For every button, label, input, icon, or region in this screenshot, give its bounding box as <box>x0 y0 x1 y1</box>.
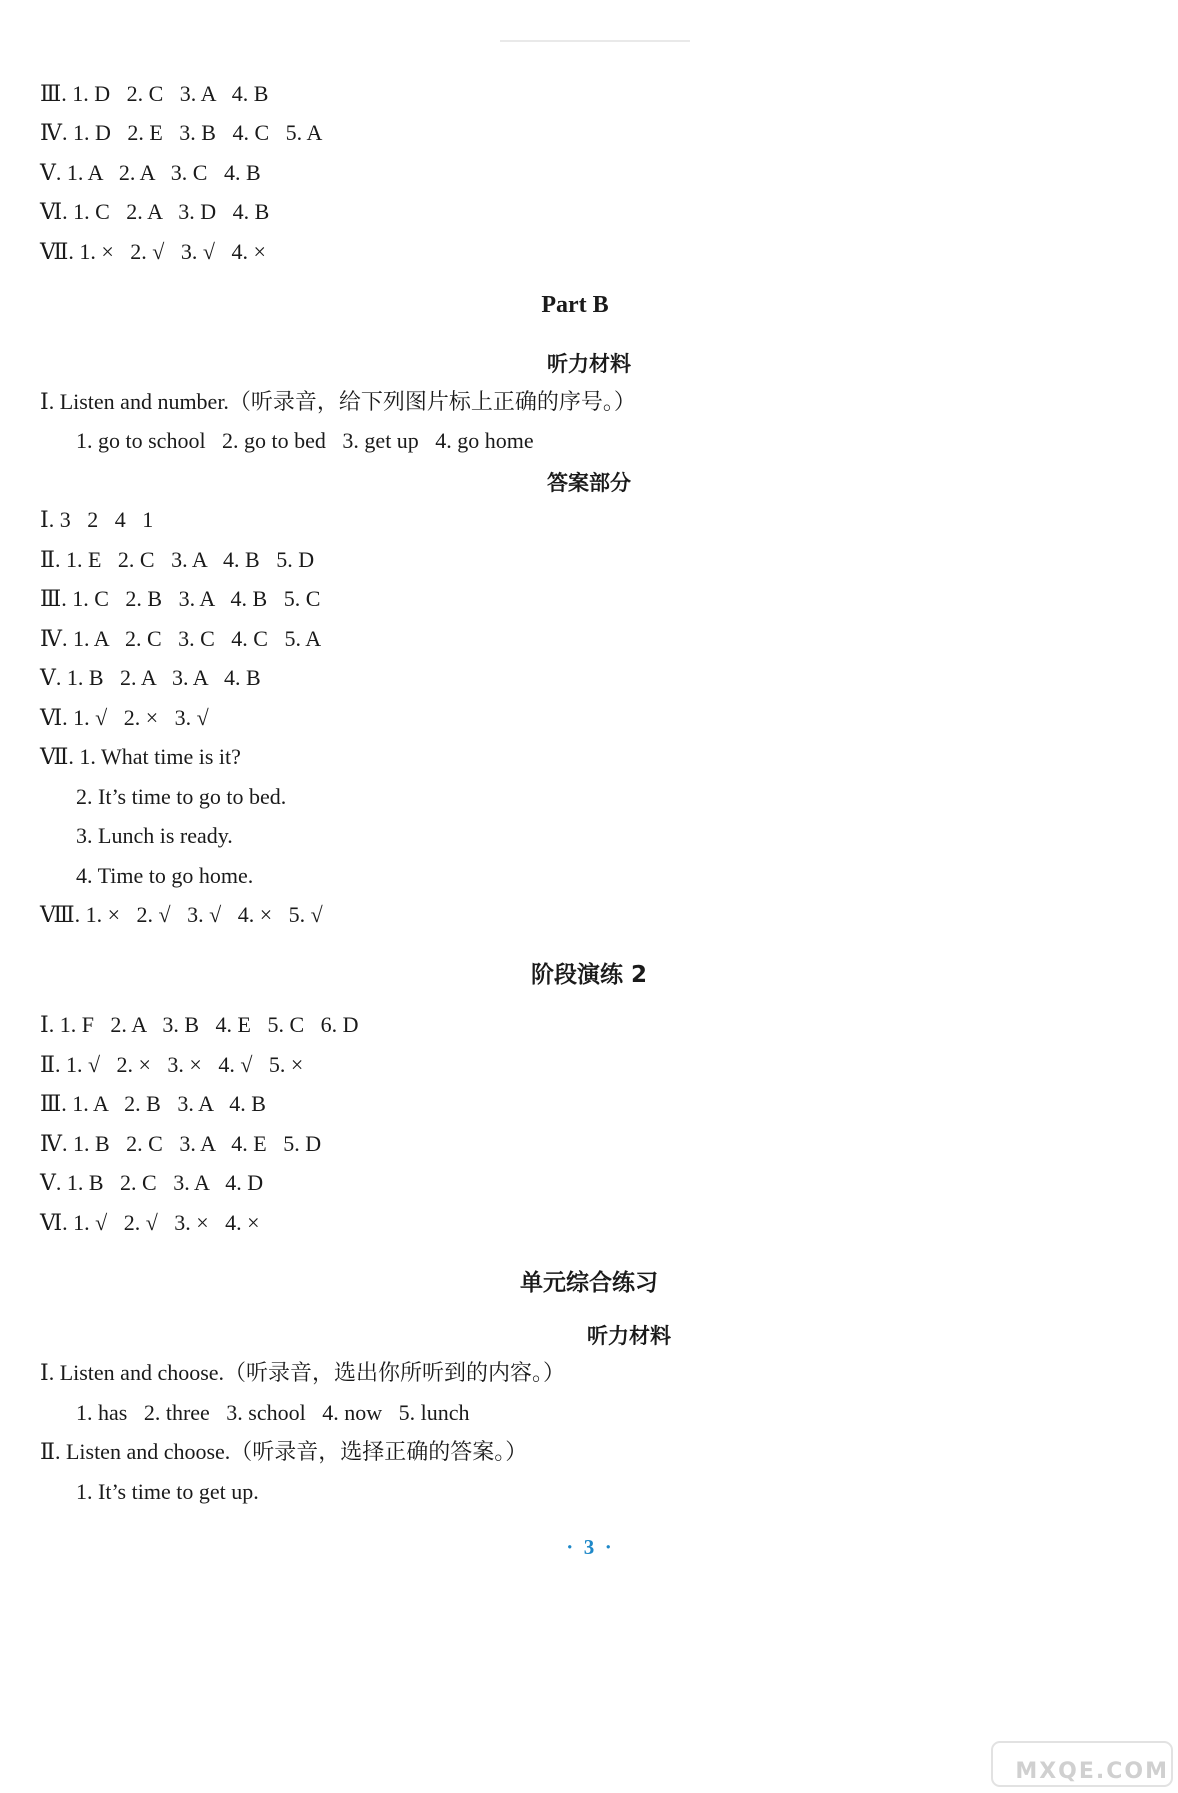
part-b-answer-2: Ⅱ. 1. E 2. C 3. A 4. B 5. D <box>40 547 315 572</box>
stage-answer-1: Ⅰ. 1. F 2. A 3. B 4. E 5. C 6. D <box>40 1012 359 1037</box>
unit-line-4: 1. It’s time to get up. <box>76 1479 259 1504</box>
part-b-answer-4: Ⅳ. 1. A 2. C 3. C 4. C 5. A <box>40 626 322 651</box>
answer-line-7: Ⅶ. 1. × 2. √ 3. √ 4. × <box>40 239 266 264</box>
stage-practice-title: 阶段演练 2 <box>530 962 647 988</box>
unit-listening-title: 听力材料 <box>587 1324 671 1348</box>
answers-title: 答案部分 <box>547 471 631 495</box>
unit-review-title: 单元综合练习 <box>520 1270 658 1296</box>
unit-line-3: Ⅱ. Listen and choose.（听录音，选择正确的答案。） <box>40 1439 528 1464</box>
stage-answer-3: Ⅲ. 1. A 2. B 3. A 4. B <box>40 1091 266 1116</box>
answer-line-5: Ⅴ. 1. A 2. A 3. C 4. B <box>40 160 261 185</box>
part-b-answer-7: Ⅶ. 1. What time is it? <box>40 744 241 769</box>
answer-line-4: Ⅳ. 1. D 2. E 3. B 4. C 5. A <box>40 120 323 145</box>
part-b-answer-6: Ⅵ. 1. √ 2. × 3. √ <box>40 705 209 730</box>
stage-answer-4: Ⅳ. 1. B 2. C 3. A 4. E 5. D <box>40 1131 322 1156</box>
listening-items: 1. go to school 2. go to bed 3. get up 4. go home <box>76 428 534 453</box>
listening-material-title: 听力材料 <box>547 352 631 376</box>
listening-instruction: Ⅰ. Listen and number.（听录音，给下列图片标上正确的序号。） <box>40 389 636 414</box>
unit-line-1: Ⅰ. Listen and choose.（听录音，选出你所听到的内容。） <box>40 1360 566 1385</box>
part-b-answer-7-4: 4. Time to go home. <box>76 863 254 888</box>
stage-answer-6: Ⅵ. 1. √ 2. √ 3. × 4. × <box>40 1210 260 1235</box>
part-b-answer-7-2: 2. It’s time to go to bed. <box>76 784 287 809</box>
part-b-title: Part B <box>541 292 609 318</box>
stage-answer-5: Ⅴ. 1. B 2. C 3. A 4. D <box>40 1170 264 1195</box>
unit-line-2: 1. has 2. three 3. school 4. now 5. lunch <box>76 1400 470 1425</box>
part-b-answer-7-3: 3. Lunch is ready. <box>76 823 233 848</box>
top-rule <box>500 40 690 42</box>
page-number: · 3 · <box>566 1535 612 1559</box>
answer-line-3: Ⅲ. 1. D 2. C 3. A 4. B <box>40 81 269 106</box>
part-b-answer-1: Ⅰ. 3 2 4 1 <box>40 507 154 532</box>
part-b-answer-8: Ⅷ. 1. × 2. √ 3. √ 4. × 5. √ <box>40 902 323 927</box>
part-b-answer-3: Ⅲ. 1. C 2. B 3. A 4. B 5. C <box>40 586 321 611</box>
answer-line-6: Ⅵ. 1. C 2. A 3. D 4. B <box>40 199 270 224</box>
watermark-logo <box>990 1740 1175 1788</box>
stage-answer-2: Ⅱ. 1. √ 2. × 3. × 4. √ 5. × <box>40 1052 304 1077</box>
watermark-text: MXQE.COM <box>1015 1759 1169 1784</box>
part-b-answer-5: Ⅴ. 1. B 2. A 3. A 4. B <box>40 665 261 690</box>
